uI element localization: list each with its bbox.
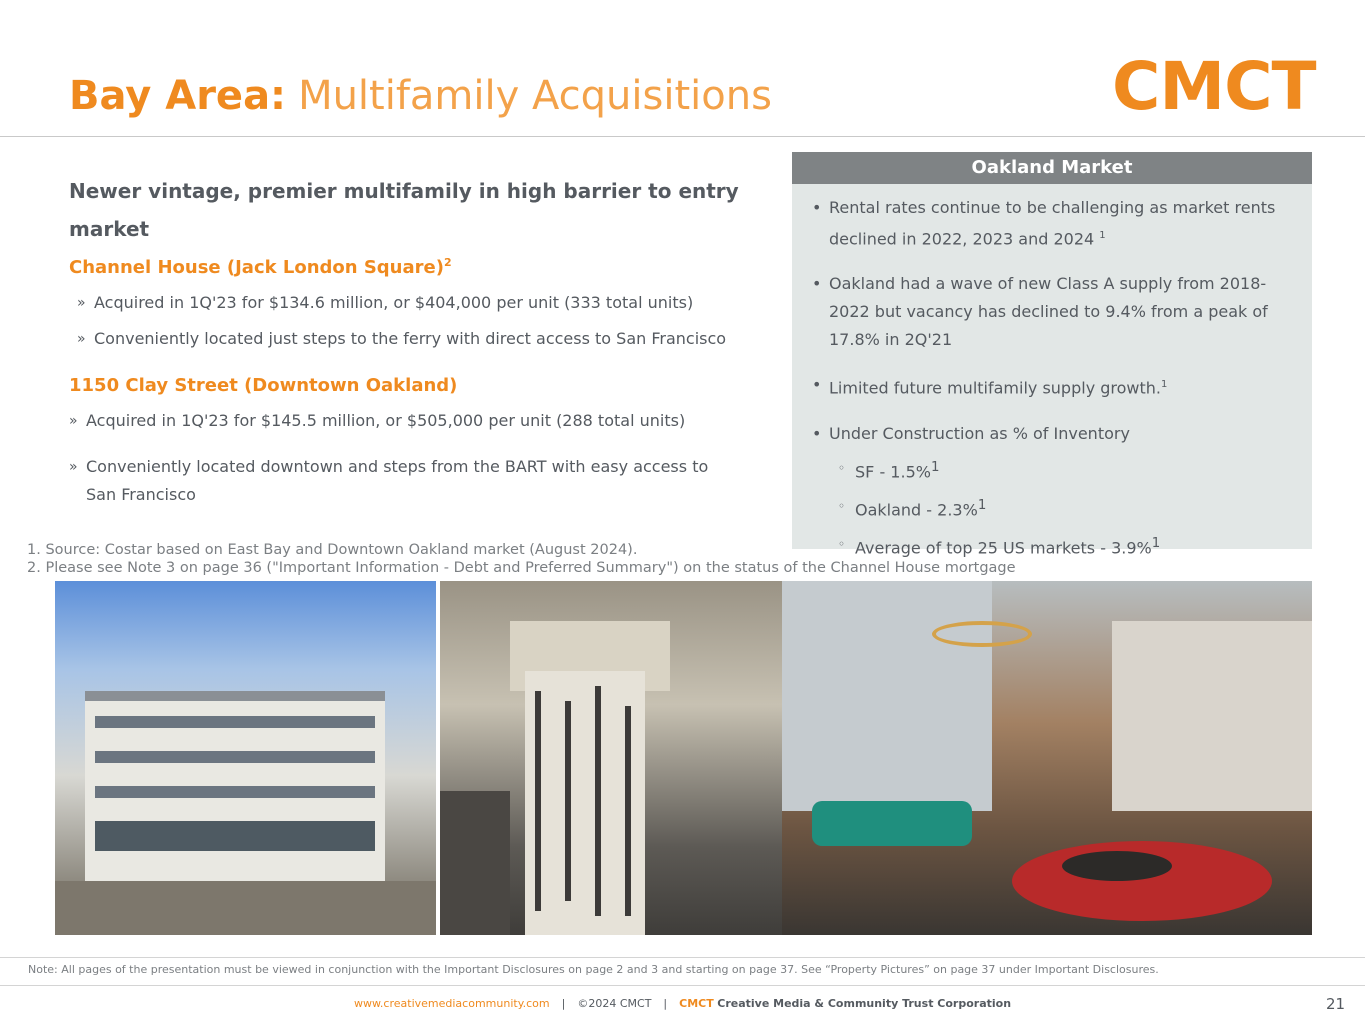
clay-street-aerial-photo: [440, 581, 782, 935]
property1-bullet-text: Conveniently located just steps to the ferry with direct access to San Francisco: [94, 329, 727, 348]
footnote-ref: 1: [977, 497, 987, 513]
copyright: ©2024 CMCT: [577, 997, 652, 1010]
cmct-logo: CMCT: [1112, 48, 1316, 125]
bullet-mark: »: [77, 295, 86, 311]
bullet-dot-icon: •: [812, 423, 822, 443]
page-title: [69, 70, 772, 122]
circle-bullet-icon: ◦: [838, 460, 846, 475]
market-bullet: [812, 371, 1298, 402]
circle-bullet-icon: ◦: [838, 498, 846, 513]
property2-bullet: [69, 407, 739, 435]
market-bullet-text: [829, 194, 1298, 253]
market-bullet: [812, 420, 1298, 448]
property2-bullet: [69, 453, 719, 509]
lobby-interior-photo: [782, 581, 1312, 935]
property1-title: [69, 250, 739, 281]
oakland-market-panel: [792, 152, 1312, 558]
note-divider: [0, 957, 1365, 958]
market-subbullet-text: [855, 492, 986, 524]
property2-bullet-text: Acquired in 1Q'23 for $145.5 million, or $505,000 per unit (288 total units): [86, 411, 686, 430]
market-bullet-label: Rental rates continue to be challenging as market rents declined in 2022, 2023 and 2024: [829, 198, 1276, 249]
disclosure-note: Note: All pages of the presentation must be viewed in conjunction with the Important Disclosures on page 2 and 3 and starting on page 37. See “Property Pictures” on page 37 under Important Disclosures.: [28, 963, 1159, 976]
property1-footnote-ref: 2: [443, 256, 452, 269]
market-panel-heading: Oakland Market: [792, 152, 1312, 184]
header-divider: [0, 136, 1365, 137]
website-link[interactable]: www.creativemediacommunity.com: [353, 997, 550, 1010]
left-column: [69, 172, 739, 509]
company-name: Creative Media & Community Trust Corporation: [717, 997, 1012, 1010]
property2-title: 1150 Clay Street (Downtown Oakland): [69, 375, 458, 396]
market-subbullet-label: Average of top 25 US markets - 3.9%: [855, 538, 1152, 558]
bullet-mark: »: [69, 459, 78, 475]
market-bullet-text: Oakland had a wave of new Class A supply from 2018-2022 but vacancy has declined to 9.4% from a peak of 17.8% in 2Q'21: [829, 274, 1268, 350]
market-bullet: [812, 270, 1298, 354]
market-bullet: [812, 194, 1298, 253]
bullet-dot-icon: •: [812, 198, 822, 217]
property1-bullet: [77, 325, 739, 353]
footnote-ref: 1: [1099, 230, 1106, 241]
property2-bullet-text: Conveniently located downtown and steps from the BART with easy access to San Francisco: [86, 457, 709, 504]
bullet-mark: »: [77, 331, 86, 347]
property1-title-text: Channel House (Jack London Square): [69, 257, 444, 278]
title-topic: Multifamily Acquisitions: [298, 73, 772, 119]
property1-bullet-text: Acquired in 1Q'23 for $134.6 million, or $404,000 per unit (333 total units): [94, 293, 694, 312]
market-subbullet: [838, 454, 1298, 486]
market-subbullet: [838, 492, 1298, 524]
footnote-ref: 1: [1151, 536, 1161, 552]
bullet-dot-icon: •: [812, 375, 822, 395]
source-footnotes: [27, 541, 1016, 577]
market-subbullet-label: SF - 1.5%: [855, 461, 931, 481]
footnote-ref: 1: [1161, 379, 1168, 391]
footer: [0, 997, 1365, 1011]
channel-house-exterior-photo: [55, 581, 436, 935]
title-region: Bay Area:: [69, 73, 287, 119]
footer-brand: CMCT: [679, 997, 714, 1010]
footer-separator: |: [561, 997, 566, 1010]
footnote-ref: 1: [930, 459, 940, 475]
footer-divider: [0, 985, 1365, 986]
market-panel-body: [792, 184, 1312, 563]
footer-separator: |: [663, 997, 668, 1010]
footnote-1: 1. Source: Costar based on East Bay and Downtown Oakland market (August 2024).: [27, 542, 638, 558]
market-subbullet-text: [855, 454, 939, 486]
page-number: 21: [1326, 995, 1346, 1013]
circle-bullet-icon: ◦: [838, 537, 846, 552]
market-bullet-text: [829, 371, 1167, 402]
market-subbullet-label: Oakland - 2.3%: [855, 500, 978, 520]
property1-bullet: [77, 289, 739, 317]
footnote-2: 2. Please see Note 3 on page 36 ("Important Information - Debt and Preferred Summary") on the status of the Channel House mortgage: [27, 560, 1016, 576]
headline: Newer vintage, premier multifamily in high barrier to entry market: [69, 179, 739, 241]
market-bullet-label: Limited future multifamily supply growth.: [829, 378, 1161, 398]
bullet-mark: »: [69, 413, 78, 429]
market-bullet-text: Under Construction as % of Inventory: [829, 423, 1130, 443]
bullet-dot-icon: •: [812, 274, 822, 294]
